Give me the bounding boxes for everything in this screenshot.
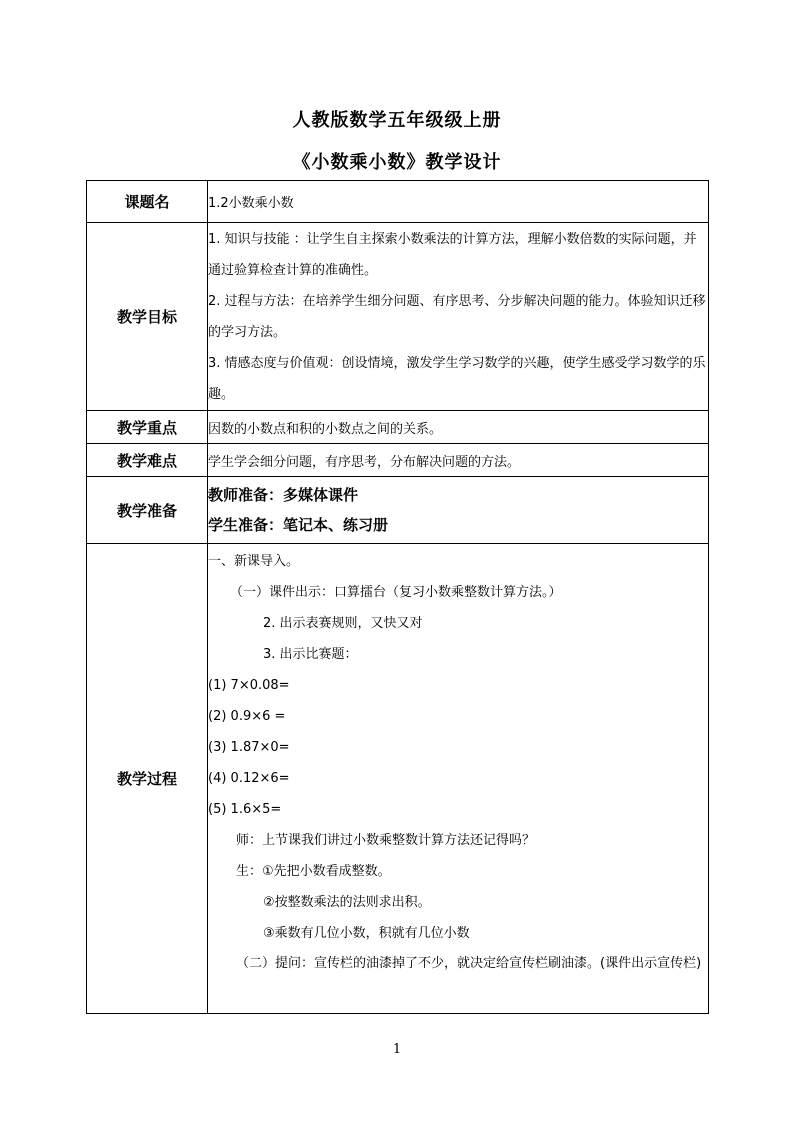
label-key-points: 教学重点 [87, 411, 208, 444]
page-number: 1 [392, 1042, 402, 1057]
process-line: 2. 出示表赛规则，又快又对 [263, 616, 423, 631]
process-line: (2) 0.9×6 = [208, 709, 286, 724]
table-row-goals [87, 223, 709, 411]
process-line: (3) 1.87×0= [208, 740, 290, 755]
goal-item: 2. 过程与方法：在培养学生细分问题、有序思考、分步解决问题的能力。体验知识迁移的学习方法。 [208, 293, 706, 340]
table-row-key-points [87, 411, 709, 444]
process-line: ③乘数有几位小数，积就有几位小数 [263, 926, 470, 941]
value-preparation [208, 477, 709, 544]
table-row-difficulties [87, 444, 709, 477]
value-topic: 1.2小数乘小数 [208, 181, 709, 223]
process-line: 3. 出示比赛题： [263, 647, 358, 662]
label-topic: 课题名 [87, 181, 208, 223]
goal-item: 3. 情感态度与价值观：创设情境，激发学生学习数学的兴趣，使学生感受学习数学的乐趣。 [208, 355, 706, 402]
label-difficulties: 教学难点 [87, 444, 208, 477]
value-process [208, 544, 709, 1014]
goal-item: 1. 知识与技能 ：让学生自主探索小数乘法的计算方法，理解小数倍数的实际问题，并通过验算检查计算的准确性。 [208, 231, 697, 278]
teacher-preparation: 教师准备：多媒体课件 [208, 486, 359, 504]
value-key-points: 因数的小数点和积的小数点之间的关系。 [208, 411, 709, 444]
process-line: (5) 1.6×5= [208, 802, 282, 817]
process-line: （二）提问：宣传栏的油漆掉了不少，就决定给宣传栏刷油漆。(课件出示宣传栏) [236, 956, 702, 971]
table-row-topic [87, 181, 709, 223]
label-goals: 教学目标 [87, 223, 208, 411]
value-difficulties: 学生学会细分问题，有序思考，分布解决问题的方法。 [208, 444, 709, 477]
process-line: ②按整数乘法的法则求出积。 [263, 895, 431, 910]
table-row-process [87, 544, 709, 1014]
lesson-plan-table [86, 180, 709, 1014]
document-title: 人教版数学五年级级上册 [292, 110, 502, 131]
process-line: (1) 7×0.08= [208, 678, 290, 693]
label-process: 教学过程 [87, 544, 208, 1014]
label-preparation: 教学准备 [87, 477, 208, 544]
process-line: 师：上节课我们讲过小数乘整数计算方法还记得吗？ [236, 833, 536, 848]
student-preparation: 学生准备：笔记本、练习册 [208, 516, 389, 534]
process-line: （一）课件出示：口算擂台（复习小数乘整数计算方法。） [230, 585, 562, 600]
document-subtitle: 《小数乘小数》教学设计 [292, 152, 502, 173]
process-line: (4) 0.12×6= [208, 771, 290, 786]
value-goals [208, 223, 709, 411]
process-line: 一、新课导入。 [208, 554, 300, 569]
table-row-preparation [87, 477, 709, 544]
process-line: 生：①先把小数看成整数。 [236, 864, 391, 879]
